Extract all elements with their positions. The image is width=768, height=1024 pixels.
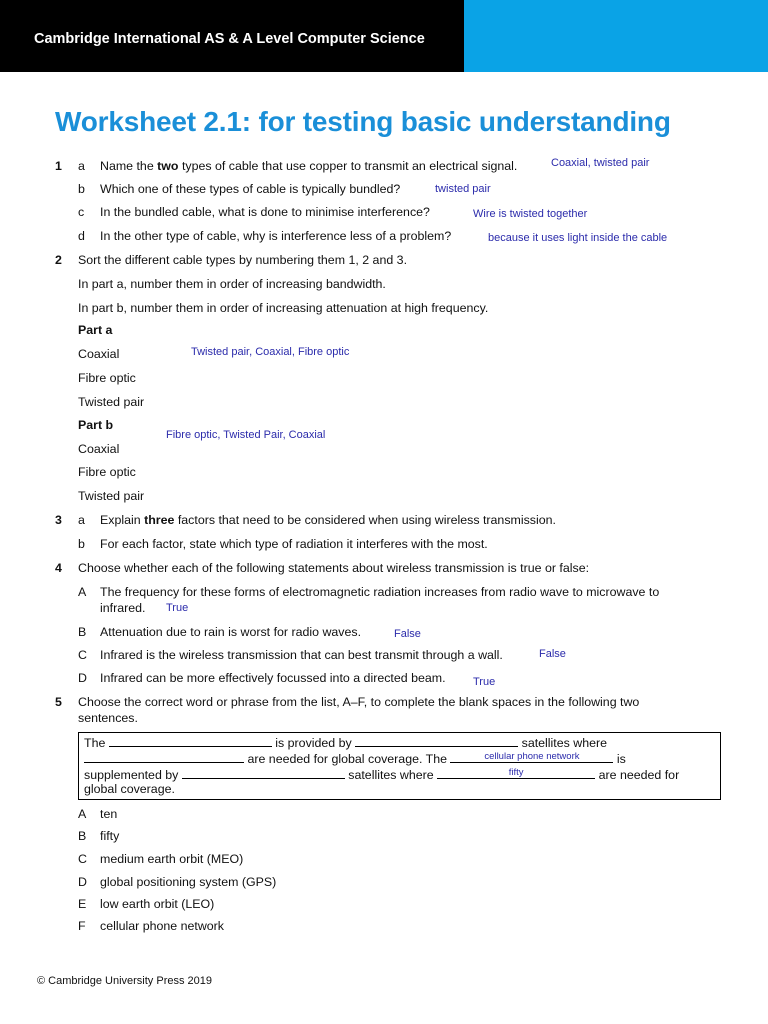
q4C-answer: False <box>539 648 566 660</box>
option-text: global positioning system (GPS) <box>100 875 277 889</box>
box-line-1: The is provided by satellites where <box>84 736 608 750</box>
q2a-answer: Twisted pair, Coaxial, Fibre optic <box>191 346 350 358</box>
q5-number: 5 <box>55 695 62 709</box>
blank-6[interactable] <box>437 766 595 779</box>
q2b-item: Fibre optic <box>78 465 136 479</box>
q5-line1: Choose the correct word or phrase from the list, A–F, to complete the blank spaces in the following two <box>78 695 640 709</box>
q1a-text: Name the two types of cable that use copper to transmit an electrical signal. <box>100 159 518 173</box>
q1a-answer: Coaxial, twisted pair <box>551 157 650 169</box>
q1d-text: In the other type of cable, why is interference less of a problem? <box>100 229 452 243</box>
option-letter: E <box>78 897 87 911</box>
box-line-3: supplemented by satellites where fifty are needed for <box>84 767 680 782</box>
option-letter: D <box>78 875 87 889</box>
q3b-letter: b <box>78 537 85 551</box>
q1d-letter: d <box>78 229 85 243</box>
q2b-item: Twisted pair <box>78 489 145 503</box>
q4B-text: Attenuation due to rain is worst for radio waves. <box>100 625 362 639</box>
q4A-text-cont: infrared. <box>100 601 146 615</box>
q2a-item: Coaxial <box>78 347 120 361</box>
blank-3[interactable] <box>84 750 244 763</box>
option-letter: A <box>78 807 87 821</box>
q1-number: 1 <box>55 159 62 173</box>
q1b-letter: b <box>78 182 85 196</box>
q4-number: 4 <box>55 561 62 575</box>
q2-line3: In part b, number them in order of increasing attenuation at high frequency. <box>78 301 489 315</box>
q1a-letter: a <box>78 159 85 173</box>
q4A-letter: A <box>78 585 87 599</box>
option-text: low earth orbit (LEO) <box>100 897 215 911</box>
q3a-text: Explain three factors that need to be considered when using wireless transmission. <box>100 513 556 527</box>
option-letter: B <box>78 829 87 843</box>
q2-number: 2 <box>55 253 62 267</box>
q5-line2: sentences. <box>78 711 138 725</box>
q3b-text: For each factor, state which type of radiation it interferes with the most. <box>100 537 488 551</box>
q1b-text: Which one of these types of cable is typically bundled? <box>100 182 401 196</box>
option-text: medium earth orbit (MEO) <box>100 852 244 866</box>
page-title: Worksheet 2.1: for testing basic understanding <box>55 106 671 137</box>
q4B-letter: B <box>78 625 87 639</box>
box-line-2: are needed for global coverage. The cellular phone network is <box>84 750 626 766</box>
copyright-footer: © Cambridge University Press 2019 <box>37 975 213 987</box>
q2b-answer: Fibre optic, Twisted Pair, Coaxial <box>166 429 326 441</box>
q1d-answer: because it uses light inside the cable <box>488 232 668 244</box>
blank-5[interactable] <box>182 766 345 779</box>
q4A-answer: True <box>166 602 189 614</box>
q2a-item: Fibre optic <box>78 371 136 385</box>
q2-line1: Sort the different cable types by numbering them 1, 2 and 3. <box>78 253 408 267</box>
blank-2[interactable] <box>355 734 518 747</box>
q4D-text: Infrared can be more effectively focussed into a directed beam. <box>100 671 446 685</box>
option-text: ten <box>100 807 118 821</box>
q4C-letter: C <box>78 648 87 662</box>
blank-6-answer: fifty <box>508 767 524 778</box>
q2-line2: In part a, number them in order of increasing bandwidth. <box>78 277 386 291</box>
q1c-answer: Wire is twisted together <box>473 208 588 220</box>
q4A-text: The frequency for these forms of electromagnetic radiation increases from radio wave to microwave to <box>100 585 660 599</box>
q4D-answer: True <box>473 676 496 688</box>
page-header <box>0 0 768 72</box>
q4C-text: Infrared is the wireless transmission that can best transmit through a wall. <box>100 648 503 662</box>
box-line-4: global coverage. <box>84 782 175 796</box>
blank-1[interactable] <box>109 734 272 747</box>
q4D-letter: D <box>78 671 87 685</box>
q4-text: Choose whether each of the following statements about wireless transmission is true or false: <box>78 561 590 575</box>
blank-4[interactable] <box>450 750 613 763</box>
header-title: Cambridge International AS & A Level Computer Science <box>34 31 425 47</box>
q2a-item: Twisted pair <box>78 395 145 409</box>
option-text: fifty <box>100 829 120 843</box>
option-letter: C <box>78 852 87 866</box>
q1c-letter: c <box>78 205 85 219</box>
q2-part-b-label: Part b <box>78 418 114 432</box>
q1c-text: In the bundled cable, what is done to minimise interference? <box>100 205 430 219</box>
header-blue-band <box>464 0 768 72</box>
q2b-item: Coaxial <box>78 442 120 456</box>
q4B-answer: False <box>394 628 421 640</box>
blank-4-answer: cellular phone network <box>484 751 580 762</box>
q3a-letter: a <box>78 513 85 527</box>
q1b-answer: twisted pair <box>435 183 491 195</box>
q3-number: 3 <box>55 513 62 527</box>
option-text: cellular phone network <box>100 919 224 933</box>
q2-part-a-label: Part a <box>78 323 113 337</box>
option-letter: F <box>78 919 86 933</box>
